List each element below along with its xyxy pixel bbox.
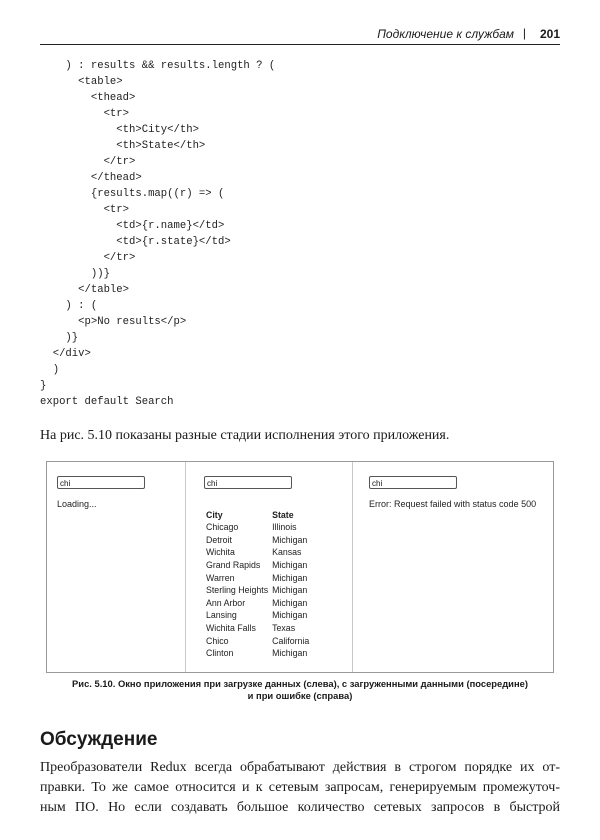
code-line: ) [40,364,60,376]
city-cell: Detroit [206,534,232,545]
state-cell: Michigan [272,597,308,608]
code-line: <td>{r.name}</td> [40,220,225,232]
city-cell: Lansing [206,610,237,621]
table-row [206,521,313,534]
state-cell: Michigan [272,648,308,659]
table-row [206,647,313,660]
state-cell: Michigan [272,572,308,583]
state-cell: California [272,635,310,646]
code-line: ) : results && results.length ? ( [40,60,276,72]
table-row [206,559,313,572]
loading-text: Loading... [57,499,97,509]
code-line: )} [40,332,79,344]
table-row [206,546,313,559]
panel-error [352,462,553,672]
table-row [206,584,313,597]
body-line: правки. То же самое относится и к сетевым запросам, генерируемым промежуточ- [40,780,560,795]
search-input-results[interactable]: chi [204,476,292,489]
chapter-title: Подключение к службам [377,27,514,41]
code-listing [40,58,275,410]
state-cell: Michigan [272,585,308,596]
city-cell: Clinton [206,648,234,659]
search-input-loading[interactable]: chi [57,476,145,489]
body-paragraph [40,758,560,818]
panel-results [185,462,353,672]
city-cell: Ann Arbor [206,597,246,608]
panel-loading [47,462,185,672]
header-separator: | [522,26,526,40]
table-row [206,597,313,610]
city-cell: Chico [206,635,229,646]
table-row [206,534,313,547]
city-cell: Warren [206,572,235,583]
caption-line: Рис. 5.10. Окно приложения при загрузке данных (слева), с загруженными данными (посередине) [72,678,528,689]
code-line: <th>State</th> [40,140,206,152]
table-row [206,571,313,584]
body-line: Преобразователи Redux всегда обрабатывают действия в строгом порядке их от- [40,760,560,775]
section-heading: Обсуждение [40,729,158,750]
column-header-state: State [272,510,294,520]
code-line: </div> [40,348,91,360]
body-line: ным ПО. Но если создавать большое количество сетевых запросов в быстрой [40,800,560,815]
search-input-error[interactable]: chi [369,476,457,489]
state-cell: Kansas [272,547,302,558]
code-line: <tr> [40,108,130,120]
code-line: <td>{r.state}</td> [40,236,231,248]
code-line: {results.map((r) => ( [40,188,225,200]
state-cell: Michigan [272,610,308,621]
code-line: </tr> [40,156,136,168]
table-row [206,622,313,635]
code-line: <tr> [40,204,130,216]
city-cell: Wichita [206,547,235,558]
code-line: <p>No results</p> [40,316,187,328]
code-line: <th>City</th> [40,124,199,136]
table-row [206,634,313,647]
results-table [206,509,313,660]
state-cell: Michigan [272,560,308,571]
state-cell: Illinois [272,522,297,533]
caption-line: и при ошибке (справа) [247,690,353,701]
code-line: <thead> [40,92,136,104]
figure-caption [40,678,560,702]
intro-paragraph: На рис. 5.10 показаны разные стадии исполнения этого приложения. [40,428,450,443]
city-cell: Chicago [206,522,239,533]
table-row [206,609,313,622]
city-cell: Grand Rapids [206,560,261,571]
code-line: ))} [40,268,110,280]
code-line: </tr> [40,252,136,264]
error-message: Error: Request failed with status code 500 [369,499,537,509]
column-header-city: City [206,510,223,520]
city-cell: Wichita Falls [206,623,256,634]
code-line: </thead> [40,172,142,184]
city-cell: Sterling Heights [206,585,269,596]
state-cell: Texas [272,623,296,634]
code-line: <table> [40,76,123,88]
state-cell: Michigan [272,534,308,545]
page-number: 201 [539,27,560,41]
code-line: export default Search [40,396,174,408]
figure-app-window [46,461,554,673]
code-line: } [40,380,47,392]
running-header [40,26,560,45]
code-line: ) : ( [40,300,98,312]
code-line: </table> [40,284,130,296]
